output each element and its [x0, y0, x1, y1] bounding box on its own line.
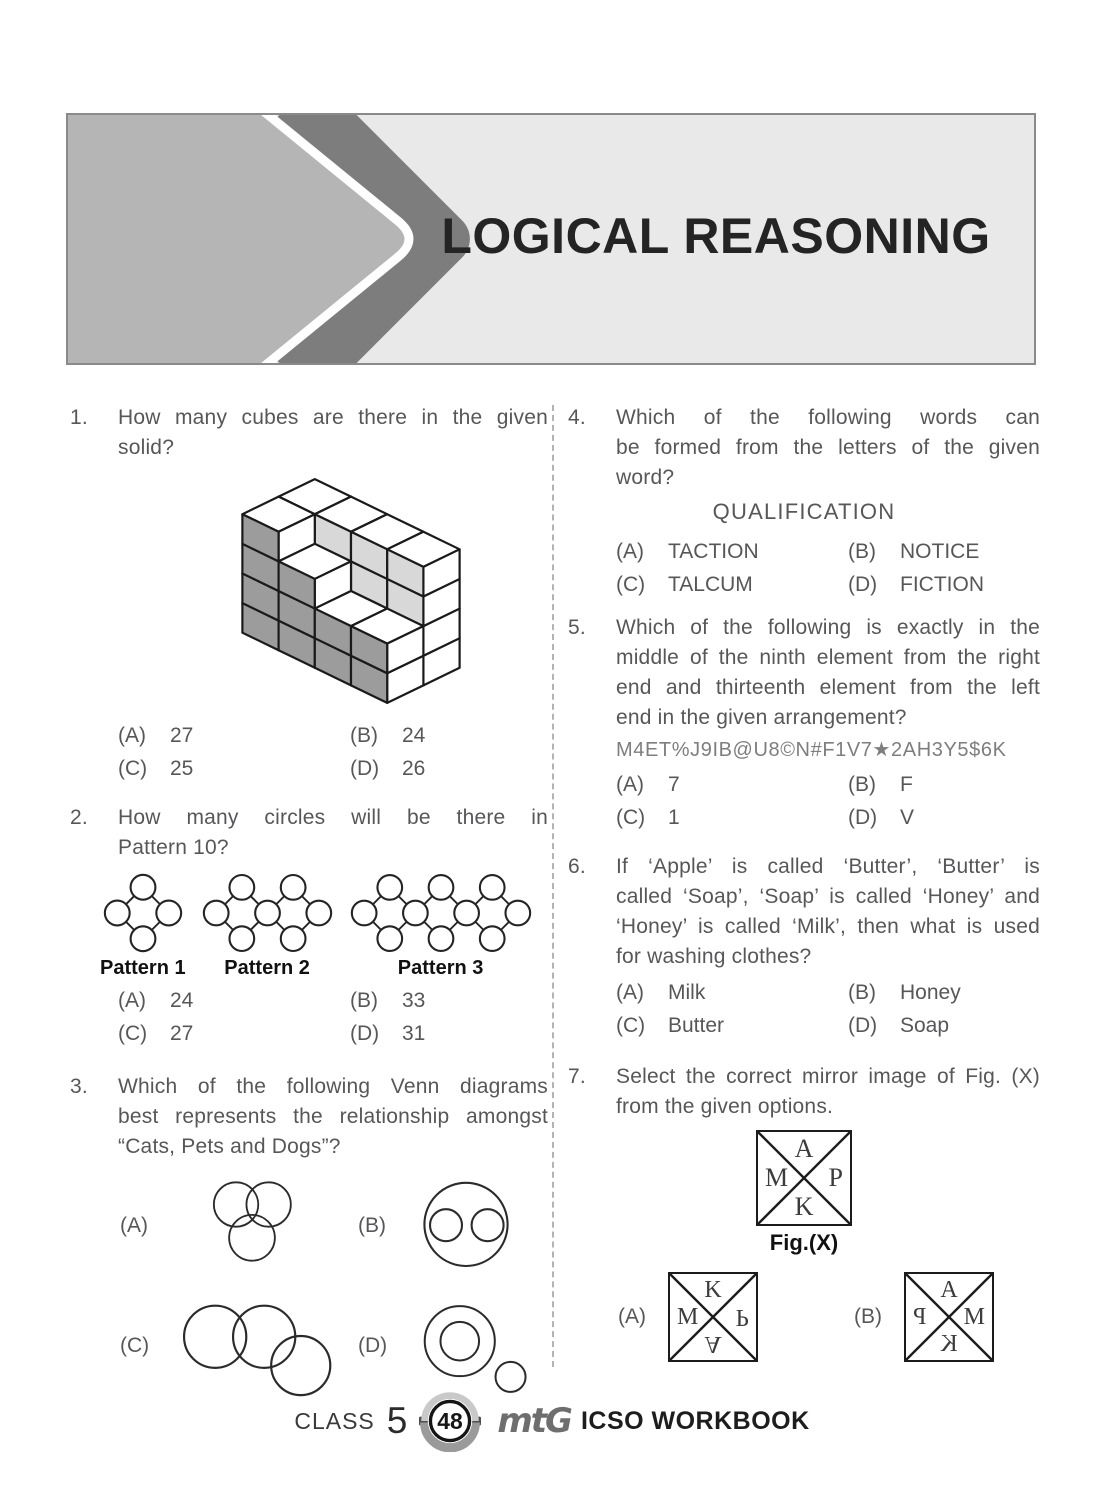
option-b	[848, 535, 979, 568]
option-row	[118, 752, 548, 785]
option-label: (A)	[118, 724, 146, 747]
question-5	[568, 613, 1040, 834]
option-row	[616, 568, 1040, 601]
question-text-line: middle of the ninth element from the right	[616, 646, 1040, 669]
question-text-line: end and thirteenth element from the left	[616, 676, 1040, 699]
question-text	[616, 613, 1040, 733]
option-label: (B)	[350, 989, 378, 1012]
figure-x-block	[568, 1130, 1040, 1256]
question-number: 5.	[568, 616, 586, 639]
option-label: (C)	[118, 757, 148, 780]
option-c	[616, 801, 848, 834]
option-value: 27	[170, 1022, 194, 1045]
question-text	[616, 1062, 1040, 1122]
option-label: (D)	[848, 1014, 878, 1037]
right-column	[568, 403, 1040, 1362]
mirror-letter-bottom: K	[794, 1192, 814, 1221]
pattern-1	[100, 871, 186, 980]
question-text-line: be formed from the letters of the given	[616, 436, 1040, 459]
option-a	[118, 984, 350, 1017]
pattern-label: Pattern 3	[397, 957, 484, 979]
question-text-line: solid?	[118, 436, 175, 459]
question-2	[70, 803, 548, 1050]
option-a	[616, 976, 848, 1009]
option-c	[616, 568, 848, 601]
options-q4	[568, 535, 1040, 601]
figure-x-label: Fig.(X)	[769, 1230, 839, 1255]
option-value: 27	[170, 724, 194, 747]
page-number-badge	[417, 1390, 483, 1452]
question-text-line: “Cats, Pets and Dogs”?	[118, 1135, 341, 1158]
option-label: (A)	[616, 540, 644, 563]
mirror-options-row	[568, 1272, 1040, 1362]
option-c	[616, 1009, 848, 1042]
mtg-logo: mtG	[497, 1401, 571, 1441]
option-value: FICTION	[900, 573, 984, 596]
option-d	[350, 752, 425, 785]
option-label: (A)	[616, 981, 644, 1004]
option-label: (D)	[848, 573, 878, 596]
option-label: (C)	[118, 1022, 148, 1045]
question-text-line: Which of the following words can	[616, 406, 1040, 429]
venn-option-c	[120, 1294, 358, 1399]
figure-x-square	[756, 1130, 852, 1226]
page-footer	[0, 1386, 1104, 1456]
option-label: (B)	[358, 1214, 386, 1237]
question-text-line: word?	[616, 466, 675, 489]
workbook-label: ICSO WORKBOOK	[580, 1406, 810, 1435]
pattern-3	[349, 871, 533, 980]
options-q2	[70, 984, 548, 1050]
option-row	[616, 535, 1040, 568]
option-value: 33	[402, 989, 426, 1012]
question-number: 7.	[568, 1065, 586, 1088]
venn-diagram-b	[414, 1174, 518, 1278]
venn-diagram-c	[176, 1294, 336, 1399]
option-label: (D)	[358, 1334, 388, 1357]
option-d	[350, 1017, 425, 1050]
question-text-line: Pattern 10?	[118, 836, 229, 859]
venn-option-a	[120, 1174, 358, 1278]
option-label: (C)	[616, 806, 646, 829]
option-a	[616, 768, 848, 801]
option-value: 26	[402, 757, 426, 780]
question-1	[70, 403, 548, 785]
left-column	[70, 403, 548, 1402]
pattern-label: Pattern 2	[224, 957, 310, 979]
option-c	[118, 1017, 350, 1050]
options-q1	[70, 719, 548, 785]
option-value: Soap	[900, 1014, 950, 1037]
option-label: (C)	[616, 1014, 646, 1037]
option-label: (A)	[616, 773, 644, 796]
question-text-line: How many cubes are there in the given	[118, 406, 548, 429]
venn-options-row-1	[70, 1170, 548, 1282]
question-text	[118, 803, 548, 863]
option-row	[118, 984, 548, 1017]
question-text	[118, 1072, 548, 1162]
option-value: F	[900, 773, 913, 796]
page-number: 48	[437, 1408, 464, 1435]
option-value: TALCUM	[668, 573, 753, 596]
pattern-label: Pattern 1	[100, 957, 186, 979]
option-label: (B)	[848, 981, 876, 1004]
mirror-option-b	[854, 1272, 994, 1362]
mirror-square-b	[904, 1272, 994, 1362]
option-label: (D)	[848, 806, 878, 829]
option-label: (B)	[854, 1305, 882, 1328]
option-b	[350, 984, 425, 1017]
option-d	[848, 568, 984, 601]
class-label: CLASS	[294, 1407, 375, 1434]
option-label: (D)	[350, 1022, 380, 1045]
question-number: 3.	[70, 1075, 88, 1098]
venn-diagram-d	[414, 1298, 532, 1395]
option-value: 24	[402, 724, 426, 747]
question-text-line: If ‘Apple’ is called ‘Butter’, ‘Butter’ is	[616, 855, 1040, 878]
mirror-letter-bottom: K	[940, 1331, 958, 1357]
venn-option-d	[358, 1298, 532, 1395]
question-text-line: called ‘Soap’, ‘Soap’ is called ‘Honey’ and	[616, 885, 1040, 908]
column-divider	[552, 405, 554, 1367]
question-7	[568, 1062, 1040, 1362]
option-b	[848, 976, 961, 1009]
question-number: 2.	[70, 806, 88, 829]
class-number: 5	[386, 1400, 408, 1441]
question-text-line: Which of the following Venn diagrams	[118, 1075, 548, 1098]
question-3	[70, 1072, 548, 1402]
question-text-line: for washing clothes?	[616, 945, 812, 968]
option-label: (A)	[618, 1305, 646, 1328]
pattern-diagram	[201, 871, 334, 955]
option-row	[616, 768, 1040, 801]
question-4	[568, 403, 1040, 601]
mirror-square-a	[668, 1272, 758, 1362]
mirror-letter-right: P	[828, 1163, 843, 1192]
option-label: (A)	[120, 1214, 148, 1237]
mirror-letter-left: M	[765, 1163, 789, 1192]
option-value: 25	[170, 757, 194, 780]
option-d	[848, 1009, 949, 1042]
venn-option-b	[358, 1174, 518, 1278]
option-label: (C)	[616, 573, 646, 596]
question-number: 1.	[70, 406, 88, 429]
pattern-2	[201, 871, 334, 980]
venn-diagram-a	[176, 1174, 328, 1278]
mirror-letter-left: M	[677, 1304, 699, 1330]
option-value: V	[900, 806, 915, 829]
mirror-letter-right: M	[963, 1304, 985, 1330]
option-label: (B)	[350, 724, 378, 747]
cube-solid-figure	[238, 473, 548, 711]
question-text-line: Which of the following is exactly in the	[616, 616, 1040, 639]
question-number: 4.	[568, 406, 586, 429]
option-row	[616, 801, 1040, 834]
chapter-title: LOGICAL REASONING	[441, 208, 991, 265]
option-value: 24	[170, 989, 194, 1012]
mirror-letter-bottom: A	[704, 1331, 722, 1357]
question-text	[616, 852, 1040, 972]
mirror-letter-right: P	[735, 1304, 749, 1330]
mirror-letter-left: P	[913, 1304, 927, 1330]
question-text-line: How many circles will be there in	[118, 806, 548, 829]
question-text-line: from the given options.	[616, 1095, 834, 1118]
option-label: (D)	[350, 757, 380, 780]
option-d	[848, 801, 914, 834]
chapter-banner	[66, 113, 1036, 365]
question-text	[118, 403, 548, 463]
question-text-line: Select the correct mirror image of Fig. (X)	[616, 1065, 1040, 1088]
option-value: 31	[402, 1022, 426, 1045]
question-text	[616, 403, 1040, 493]
pattern-diagram	[349, 871, 533, 955]
options-q5	[568, 768, 1040, 834]
question-text-line: end in the given arrangement?	[616, 706, 907, 729]
question-6	[568, 852, 1040, 1042]
option-value: 1	[668, 806, 680, 829]
option-a	[616, 535, 848, 568]
option-value: Butter	[668, 1014, 725, 1037]
option-value: 7	[668, 773, 680, 796]
question-text-line: ‘Honey’ is called ‘Milk’, then what is used	[616, 915, 1040, 938]
option-value: Milk	[668, 981, 706, 1004]
option-label: (B)	[848, 540, 876, 563]
mirror-letter-top: K	[704, 1277, 722, 1303]
option-label: (A)	[118, 989, 146, 1012]
options-q6	[568, 976, 1040, 1042]
option-label: (B)	[848, 773, 876, 796]
option-row	[118, 719, 548, 752]
option-value: TACTION	[668, 540, 759, 563]
given-word: QUALIFICATION	[712, 499, 896, 524]
option-row	[616, 976, 1040, 1009]
circle-patterns-figure	[70, 871, 548, 980]
option-row	[118, 1017, 548, 1050]
option-b	[350, 719, 425, 752]
character-arrangement: M4ET%J9IB@U8©N#F1V7★2AH3Y5$6K	[616, 739, 1007, 761]
question-number: 6.	[568, 855, 586, 878]
option-b	[848, 768, 913, 801]
mirror-option-a	[618, 1272, 758, 1362]
option-c	[118, 752, 350, 785]
option-label: (C)	[120, 1334, 150, 1357]
pattern-diagram	[102, 871, 184, 955]
mirror-letter-top: A	[794, 1134, 814, 1163]
isometric-cubes-drawing	[238, 473, 464, 709]
option-value: NOTICE	[900, 540, 980, 563]
option-row	[616, 1009, 1040, 1042]
mirror-letter-top: A	[940, 1277, 958, 1303]
option-a	[118, 719, 350, 752]
option-value: Honey	[900, 981, 961, 1004]
question-text-line: best represents the relationship amongst	[118, 1105, 548, 1128]
